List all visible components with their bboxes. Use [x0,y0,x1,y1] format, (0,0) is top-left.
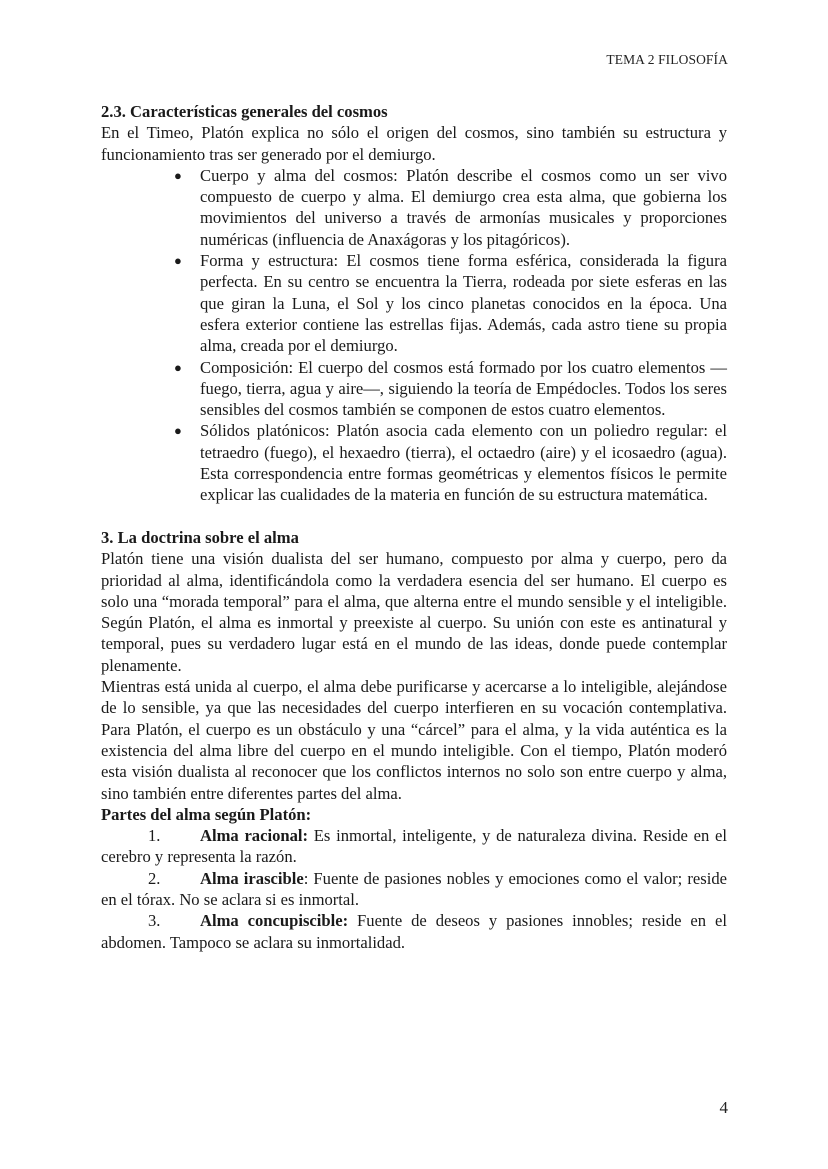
soul-paragraph-1: Platón tiene una visión dualista del ser humano, compuesto por alma y cuerpo, pero da prioridad al alma, identificándola como la verdadera esencia del ser humano. El cuerpo es solo una “morada temporal” para el alma, que alterna entre el mundo sensible y el inteligible. Según Platón, el alma es inmortal y preexiste al cuerpo. Su unión con este es antinatural y temporal, pues su verdadero lugar está en el mundo de las ideas, donde puede contemplar plenamente. [101,549,727,675]
soul-part-item [101,868,727,911]
page-header: TEMA 2 FILOSOFÍA [606,52,728,67]
item-number: 1. [148,826,161,846]
list-item [174,420,727,505]
soul-part-item [101,825,727,868]
item-term: Alma concupiscible: [200,911,349,931]
item-term: Alma racional: [200,826,309,846]
list-item [174,357,727,421]
item-term: Alma irascible [200,868,304,888]
item-description: Es inmortal, inteligente, y de naturaleza divina. Reside en el cerebro y representa la razón. [101,826,727,867]
blank-line [101,506,727,527]
document-body [101,101,727,953]
item-description: : Fuente de pasiones nobles y emociones como el valor; reside en el tórax. No se aclara si es inmortal. [101,868,727,909]
section-intro-paragraph: En el Timeo, Platón explica no sólo el origen del cosmos, sino también su estructura y funcionamiento tras ser generado por el demiurgo. [101,123,727,164]
section-heading-soul: 3. La doctrina sobre el alma [101,527,299,547]
item-number: 2. [148,868,161,888]
section-heading-cosmos: 2.3. Características generales del cosmos [101,102,388,121]
list-item-text: Sólidos platónicos: Platón asocia cada elemento con un poliedro regular: el tetraedro (fuego), el hexaedro (tierra), el octaedro (aire) y el icosaedro (agua). Esta correspondencia entre formas geométricas y elementos físicos le permite explicar las cualidades de la materia en función de su estructura matemática. [200,421,727,505]
page-number: 4 [719,1098,728,1117]
list-item-text: Forma y estructura: El cosmos tiene forma esférica, considerada la figura perfecta. En su centro se encuentra la Tierra, rodeada por siete esferas en las que giran la Luna, el Sol y los cinco planetas conocidos en la época. Una esfera exterior contiene las estrellas fijas. Además, cada astro tiene su propia alma, creada por el demiurgo. [200,251,727,356]
soul-parts-subheading: Partes del alma según Platón: [101,804,312,824]
list-item [174,165,727,250]
cosmos-characteristics-list [101,165,727,506]
item-number: 3. [148,911,161,931]
soul-paragraph-2: Mientras está unida al cuerpo, el alma debe purificarse y acercarse a lo inteligible, alejándose de lo sensible, ya que las necesidades del cuerpo interfieren en su vocación contemplativa. Para Platón, el cuerpo es un obstáculo y una “cárcel” para el alma, y la vida auténtica es la existencia del alma libre del cuerpo en el mundo inteligible. Con el tiempo, Platón moderó esta visión dualista al reconocer que los conflictos internos no solo son entre cuerpo y alma, sino también entre diferentes partes del alma. [101,677,727,803]
list-item [174,250,727,356]
bullet-icon: ● [174,167,182,183]
bullet-icon: ● [174,359,182,375]
list-item-text: Cuerpo y alma del cosmos: Platón describe el cosmos como un ser vivo compuesto de cuerpo y alma. El demiurgo crea esta alma, que gobierna los movimientos del universo a través de armonías musicales y proporciones numéricas (influencia de Anaxágoras y los pitagóricos). [200,165,727,249]
list-item-text: Composición: El cuerpo del cosmos está formado por los cuatro elementos —fuego, tierra, agua y aire—, siguiendo la teoría de Empédocles. Todos los seres sensibles del cosmos también se componen de estos cuatro elementos. [200,357,727,420]
bullet-icon: ● [174,253,182,269]
soul-part-item [101,910,727,953]
item-description: Fuente de deseos y pasiones innobles; reside en el abdomen. Tampoco se aclara su inmortalidad. [101,911,727,952]
bullet-icon: ● [174,423,182,439]
